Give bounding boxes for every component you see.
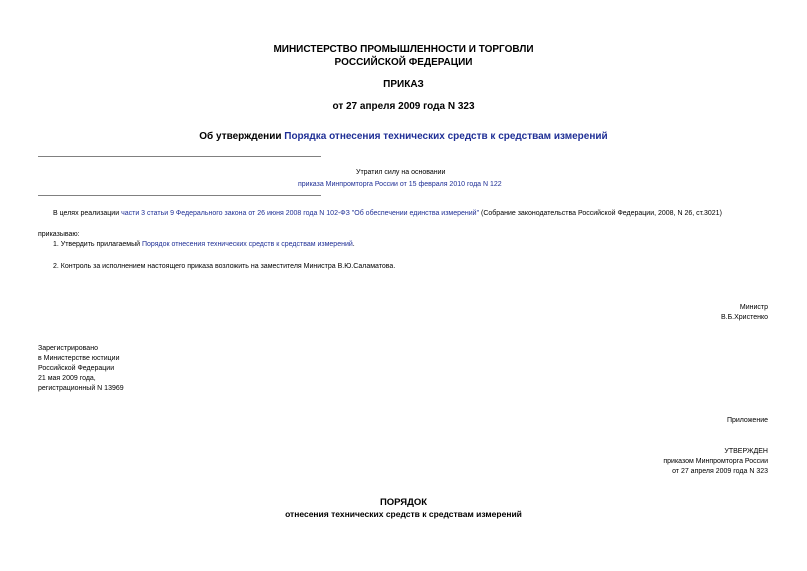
- procedure-title: ПОРЯДОК: [379, 497, 428, 508]
- item-1: [53, 240, 355, 250]
- item-2: 2. Контроль за исполнением настоящего приказа возложить на заместителя Министра В.Ю.Саламатова.: [53, 263, 396, 270]
- item-1-suffix: .: [352, 241, 355, 248]
- signature-position: Министр: [739, 304, 768, 311]
- doc-title: [0, 131, 807, 142]
- preamble: [53, 209, 722, 219]
- status-link[interactable]: приказа Минпромторга России от 15 февраля 2010 года N 122: [298, 181, 502, 188]
- status-text: Утратил силу на основании: [356, 169, 446, 176]
- signature-name: В.Б.Христенко: [720, 314, 768, 321]
- divider-top: [38, 156, 321, 157]
- doc-type: ПРИКАЗ: [383, 79, 424, 90]
- item-1-prefix: 1. Утвердить прилагаемый: [53, 241, 142, 248]
- preamble-prefix: В целях реализации: [53, 210, 122, 217]
- doc-title-link[interactable]: Порядка отнесения технических средств к средствам измерений: [284, 131, 608, 142]
- registration-line-5: регистрационный N 13969: [38, 385, 124, 392]
- divider-bottom: [38, 195, 321, 196]
- order-word: приказываю:: [38, 231, 80, 238]
- registration-line-3: Российской Федерации: [38, 365, 115, 372]
- appendix-label: Приложение: [726, 417, 768, 424]
- registration-line-1: Зарегистрировано: [38, 345, 98, 352]
- appendix-by-order: приказом Минпромторга России: [663, 458, 768, 465]
- preamble-link[interactable]: части 3 статьи 9 Федерального закона от 26 июня 2008 года N 102-ФЗ "Об обеспечении единства измерений": [121, 210, 480, 217]
- registration-line-4: 21 мая 2009 года,: [38, 375, 96, 382]
- preamble-suffix: (Собрание законодательства Российской Федерации, 2008, N 26, ст.3021): [479, 210, 722, 217]
- appendix-date: от 27 апреля 2009 года N 323: [672, 468, 768, 475]
- ministry-line-2: РОССИЙСКОЙ ФЕДЕРАЦИИ: [334, 57, 473, 68]
- doc-title-prefix: Об утверждении: [199, 131, 285, 142]
- procedure-subtitle: отнесения технических средств к средствам измерений: [285, 509, 522, 519]
- appendix-approved: УТВЕРЖДЕН: [724, 448, 768, 455]
- registration-line-2: в Министерстве юстиции: [38, 355, 120, 362]
- doc-date: от 27 апреля 2009 года N 323: [332, 101, 475, 112]
- ministry-line-1: МИНИСТЕРСТВО ПРОМЫШЛЕННОСТИ И ТОРГОВЛИ: [273, 44, 534, 55]
- item-1-link[interactable]: Порядок отнесения технических средств к средствам измерений: [141, 241, 353, 248]
